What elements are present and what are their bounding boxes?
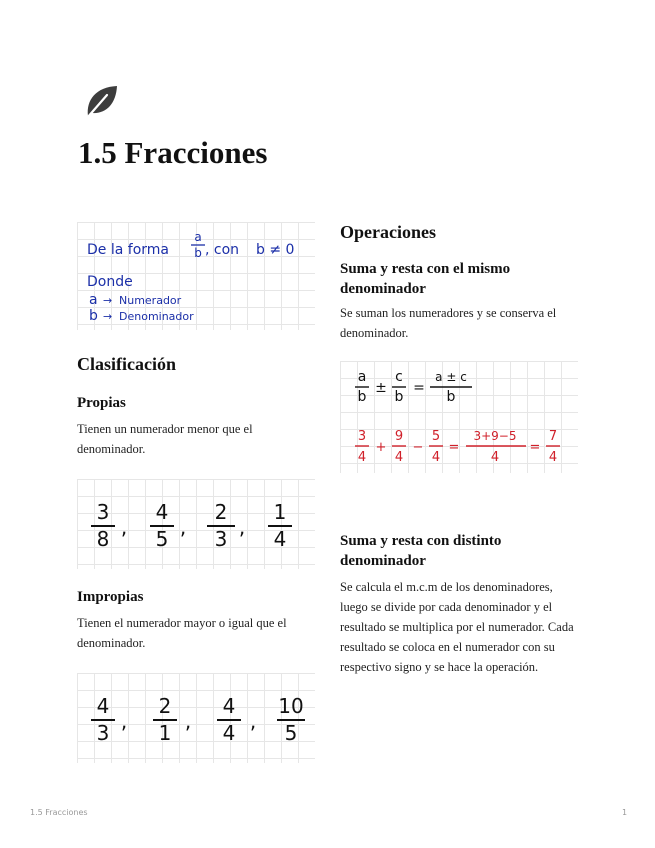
mismo-heading: Suma y resta con el mismo denominador xyxy=(340,261,511,297)
example-result-den: 4 xyxy=(548,450,558,465)
propias-num-0: 3 xyxy=(96,500,110,524)
propias-heading: Propias xyxy=(77,395,126,411)
impropias-comma-2: , xyxy=(249,709,257,733)
propias-den-1: 5 xyxy=(155,527,169,551)
page-title: 1.5 Fracciones xyxy=(78,135,268,170)
impropias-comma-0: , xyxy=(120,709,128,733)
example-result-num: 7 xyxy=(548,429,558,444)
impropias-comma-1: , xyxy=(184,709,192,733)
propias-num-3: 1 xyxy=(273,500,287,524)
left-column xyxy=(77,222,315,763)
example-combined-den: 4 xyxy=(490,450,500,465)
definition-fraction-den: b xyxy=(194,246,202,260)
definition-arrow-a: → xyxy=(103,294,113,307)
example-eq-1: = xyxy=(529,440,541,455)
example-eq-0: = xyxy=(448,440,460,455)
formula-eq: = xyxy=(413,380,425,396)
footer-page-number: 1 xyxy=(622,808,628,817)
example-term-num-0: 3 xyxy=(357,429,367,444)
operaciones-heading: Operaciones xyxy=(340,222,436,242)
impropias-num-1: 2 xyxy=(158,694,172,718)
example-combined-num: 3+9−5 xyxy=(473,429,517,443)
formula-f1-den: b xyxy=(357,389,367,405)
impropias-den-2: 4 xyxy=(222,721,236,745)
formula-result-num: a ± c xyxy=(435,370,467,384)
clasificacion-heading: Clasificación xyxy=(77,354,176,374)
formula-result-den: b xyxy=(446,389,456,405)
definition-fraction-num: a xyxy=(194,230,202,244)
example-term-den-0: 4 xyxy=(357,450,367,465)
formula-f2-num: c xyxy=(395,369,403,385)
example-op-0: + xyxy=(375,440,387,455)
propias-den-2: 3 xyxy=(214,527,228,551)
right-column xyxy=(340,222,580,677)
distinto-text: Se calcula el m.c.m de los denominadores, luego se divide por cada denominador y el resultado se multiplica por el numerador. Cada resultado se coloca en el numerador con su respectivo signo y se hace la operación. xyxy=(340,580,574,674)
definition-donde: Donde xyxy=(87,274,133,290)
definition-symbol-a: a xyxy=(89,292,98,308)
impropias-drawing xyxy=(77,673,315,763)
impropias-den-3: 5 xyxy=(284,721,298,745)
definition-meaning-a: Numerador xyxy=(119,294,182,307)
propias-comma-0: , xyxy=(120,515,128,539)
propias-drawing xyxy=(77,479,315,569)
impropias-heading: Impropias xyxy=(77,589,144,605)
impropias-num-3: 10 xyxy=(278,694,304,718)
propias-examples xyxy=(77,479,315,569)
definition-line1-suffix: , con xyxy=(205,242,240,258)
propias-text: Tienen un numerador menor que el denominador. xyxy=(77,422,253,456)
propias-den-0: 8 xyxy=(96,527,110,551)
mismo-text: Se suman los numeradores y se conserva el denominador. xyxy=(340,306,557,340)
propias-comma-2: , xyxy=(238,515,246,539)
distinto-heading: Suma y resta con distinto denominador xyxy=(340,533,502,569)
definition-line1-prefix: De la forma xyxy=(87,242,169,258)
propias-num-1: 4 xyxy=(155,500,169,524)
example-term-num-2: 5 xyxy=(431,429,441,444)
impropias-num-2: 4 xyxy=(222,694,236,718)
definition-symbol-b: b xyxy=(89,308,98,324)
formula-f1-num: a xyxy=(357,369,367,385)
footer-title: 1.5 Fracciones xyxy=(30,808,88,817)
definition-arrow-b: → xyxy=(103,310,113,323)
definition-note-drawing xyxy=(77,222,315,330)
leaf-icon xyxy=(82,82,120,120)
example-term-den-2: 4 xyxy=(431,450,441,465)
propias-comma-1: , xyxy=(179,515,187,539)
mismo-examples xyxy=(340,361,578,473)
example-term-den-1: 4 xyxy=(394,450,404,465)
example-term-num-1: 9 xyxy=(394,429,404,444)
formula-f2-den: b xyxy=(394,389,404,405)
propias-num-2: 2 xyxy=(214,500,228,524)
definition-condition: b ≠ 0 xyxy=(256,242,295,258)
propias-den-3: 4 xyxy=(273,527,287,551)
impropias-den-1: 1 xyxy=(158,721,172,745)
impropias-examples xyxy=(77,673,315,763)
impropias-num-0: 4 xyxy=(96,694,110,718)
mismo-drawing xyxy=(340,361,578,473)
definition-note xyxy=(77,222,315,330)
example-op-1: − xyxy=(412,440,424,455)
formula-op: ± xyxy=(375,380,387,396)
impropias-text: Tienen el numerador mayor o igual que el denominador. xyxy=(77,616,287,650)
definition-meaning-b: Denominador xyxy=(119,310,194,323)
impropias-den-0: 3 xyxy=(96,721,110,745)
